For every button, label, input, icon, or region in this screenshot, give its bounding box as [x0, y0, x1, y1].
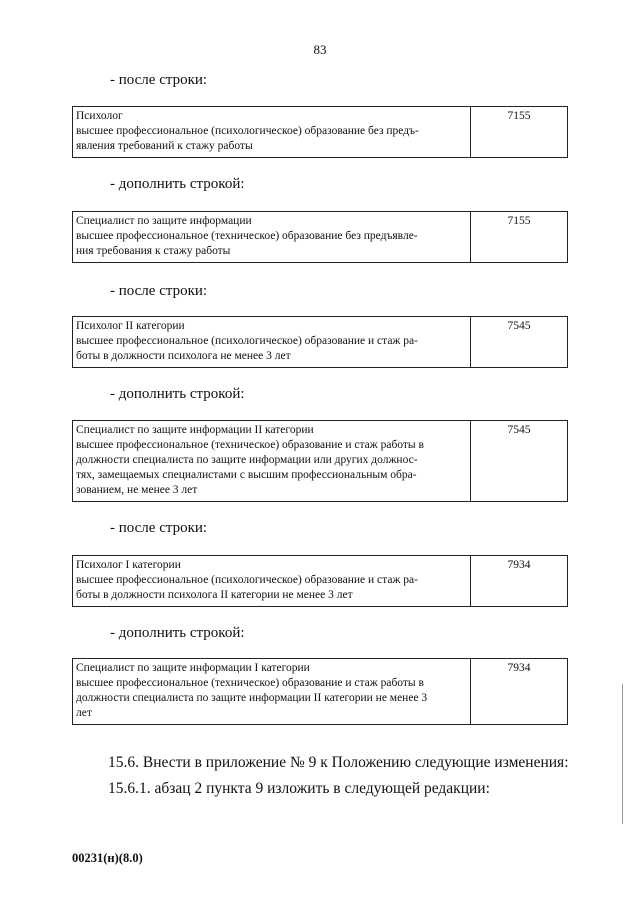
table-row-box: [72, 211, 568, 263]
row-title: Психолог: [76, 110, 123, 122]
table-row-box: [72, 420, 568, 502]
instruction-add-row: - дополнить строкой:: [110, 176, 245, 192]
row-text-line: зованием, не менее 3 лет: [76, 484, 198, 496]
row-value: 7155: [471, 107, 568, 158]
row-text-line: должности специалиста по защите информации II категории не менее 3: [76, 692, 428, 704]
row-text-line: ния требования к стажу работы: [76, 245, 231, 257]
row-value: 7545: [471, 317, 568, 368]
row-value: 7934: [471, 659, 568, 725]
row-title: Психолог II категории: [76, 320, 185, 332]
row-title: Психолог I категории: [76, 559, 181, 571]
row-description: [73, 317, 471, 368]
scan-edge-line: [622, 684, 623, 824]
row-value: 7545: [471, 421, 568, 502]
instruction-add-row: - дополнить строкой:: [110, 625, 245, 641]
page-number: 83: [313, 42, 327, 57]
row-title: Специалист по защите информации II категории: [76, 424, 314, 436]
row-text-line: должности специалиста по защите информации или других должнос-: [76, 454, 418, 466]
paragraph-15-6-1: 15.6.1. абзац 2 пункта 9 изложить в следующей редакции:: [108, 780, 490, 797]
row-text-line: высшее профессиональное (психологическое) образование и стаж ра-: [76, 574, 418, 586]
row-text-line: высшее профессиональное (техническое) образование и стаж работы в: [76, 439, 424, 451]
row-text-line: высшее профессиональное (техническое) образование без предъявле-: [76, 230, 418, 242]
table-row-box: [72, 555, 568, 607]
row-text-line: тях, замещаемых специалистами с высшим профессиональным обра-: [76, 469, 417, 481]
row-description: [73, 212, 471, 263]
row-text-line: высшее профессиональное (психологическое) образование и стаж ра-: [76, 335, 418, 347]
row-description: [73, 556, 471, 607]
row-text-line: лет: [76, 707, 92, 719]
table-row-box: [72, 316, 568, 368]
row-description: [73, 659, 471, 725]
row-title: Специалист по защите информации: [76, 215, 252, 227]
row-text-line: явления требований к стажу работы: [76, 140, 253, 152]
instruction-add-row: - дополнить строкой:: [110, 386, 245, 402]
instruction-after-row: - после строки:: [110, 283, 208, 299]
row-value: 7934: [471, 556, 568, 607]
row-text-line: боты в должности психолога не менее 3 лет: [76, 350, 291, 362]
table-row-box: [72, 106, 568, 158]
row-title: Специалист по защите информации I категории: [76, 662, 310, 674]
instruction-after-row: - после строки:: [110, 72, 208, 88]
row-value: 7155: [471, 212, 568, 263]
row-text-line: боты в должности психолога II категории не менее 3 лет: [76, 589, 353, 601]
paragraph-15-6: 15.6. Внести в приложение № 9 к Положению следующие изменения:: [108, 754, 569, 771]
row-text-line: высшее профессиональное (психологическое) образование без предъ-: [76, 125, 419, 137]
row-description: [73, 107, 471, 158]
row-text-line: высшее профессиональное (техническое) образование и стаж работы в: [76, 677, 424, 689]
table-row-box: [72, 658, 568, 725]
document-code: 00231(н)(8.0): [72, 851, 143, 865]
instruction-after-row: - после строки:: [110, 520, 208, 536]
row-description: [73, 421, 471, 502]
